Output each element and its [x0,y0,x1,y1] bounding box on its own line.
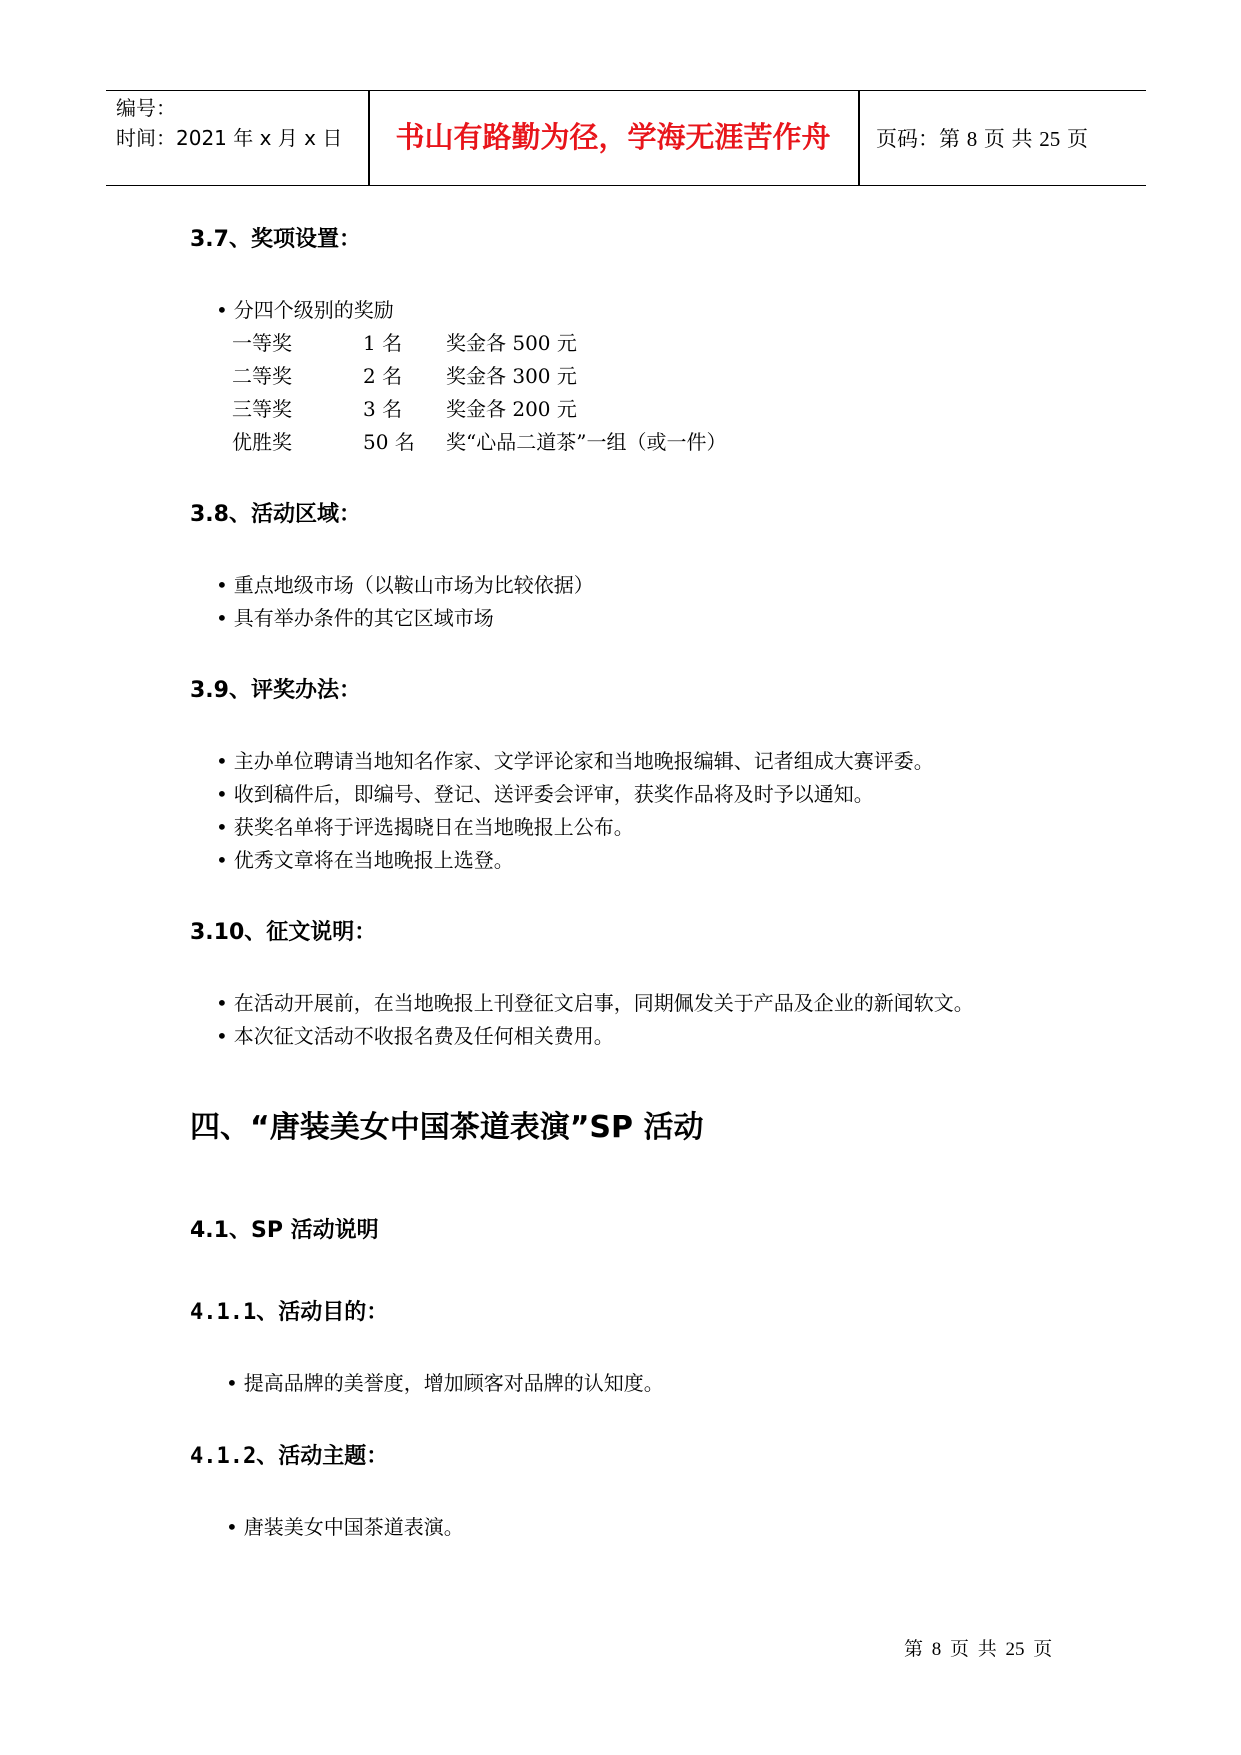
chapter-4-title: 四、“唐装美女中国茶道表演”SP 活动 [190,1110,704,1145]
section-3-7-content [216,294,726,459]
bullet-icon: • [216,749,228,773]
section-3-8-content [216,569,594,635]
award-count: 2 名 [363,364,403,388]
award-count: 3 名 [363,397,403,421]
award-prize: 奖“心品二道茶”一组（或一件） [446,430,727,454]
document-number-label: 编号： [116,96,176,120]
award-row [232,360,726,393]
section-4-1-1-title: 4.1.1、活动目的： [190,1300,389,1325]
section-4-1-title: 4.1、SP 活动说明 [190,1218,379,1243]
section-3-9-title: 3.9、评奖办法： [190,678,361,703]
section-3-10-content [216,987,974,1053]
header-meta [116,93,371,153]
section-3-10-title: 3.10、征文说明： [190,920,377,945]
list-item [226,1511,464,1544]
list-item [216,569,594,602]
section-4-1-2-content [226,1511,464,1544]
section-3-8-title: 3.8、活动区域： [190,502,361,527]
section-3-9-content [216,745,934,877]
page-header [106,90,1146,186]
list-item [216,811,934,844]
section-4-1-2-title: 4.1.2、活动主题： [190,1444,389,1469]
list-item [216,778,934,811]
award-name: 一等奖 [232,331,292,355]
list-item [216,844,934,877]
list-item-text: 具有举办条件的其它区域市场 [233,606,494,630]
bullet-icon: • [216,573,228,597]
page-current: 8 [966,127,978,151]
bullet-icon: • [216,298,228,322]
list-item-text: 收到稿件后，即编号、登记、送评委会评审，获奖作品将及时予以通知。 [233,782,874,806]
list-item-text: 获奖名单将于评选揭晓日在当地晚报上公布。 [233,815,634,839]
list-item [216,1020,974,1053]
list-item-text: 在活动开展前，在当地晚报上刊登征文启事，同期佩发关于产品及企业的新闻软文。 [233,991,974,1015]
page-mid: 页 共 [983,127,1033,151]
header-page-info [876,123,1088,155]
bullet-icon: • [216,606,228,630]
award-row [232,426,726,459]
list-item-text: 主办单位聘请当地知名作家、文学评论家和当地晚报编辑、记者组成大赛评委。 [233,749,934,773]
bullet-icon: • [216,815,228,839]
bullet-icon: • [216,782,228,806]
list-item [216,745,934,778]
section-3-7-title: 3.7、奖项设置： [190,227,361,252]
bullet-icon: • [226,1371,238,1395]
header-divider [858,91,860,185]
page-total: 25 [1039,127,1061,151]
award-count: 50 名 [363,430,415,454]
award-prize: 奖金各 500 元 [446,331,577,355]
list-item [216,602,594,635]
awards-intro: 分四个级别的奖励 [233,298,394,322]
bullet-icon: • [216,991,228,1015]
award-row [232,327,726,360]
list-item-text: 本次征文活动不收报名费及任何相关费用。 [233,1024,614,1048]
bullet-icon: • [216,1024,228,1048]
award-prize: 奖金各 200 元 [446,397,577,421]
list-item-text: 提高品牌的美誉度，增加顾客对品牌的认知度。 [243,1371,664,1395]
award-prize: 奖金各 300 元 [446,364,577,388]
list-item-text: 优秀文章将在当地晚报上选登。 [233,848,514,872]
bullet-icon: • [216,848,228,872]
award-count: 1 名 [363,331,403,355]
page-suffix: 页 [1066,127,1088,151]
list-item-text: 重点地级市场（以鞍山市场为比较依据） [233,573,594,597]
award-name: 三等奖 [232,397,292,421]
page-prefix: 页码：第 [876,127,960,151]
award-row [232,393,726,426]
page-footer: 第 8 页 共 25 页 [904,1639,1053,1660]
list-item [216,294,726,327]
document-time: 时间：2021 年 x 月 x 日 [116,126,343,150]
award-name: 优胜奖 [232,430,292,454]
bullet-icon: • [226,1515,238,1539]
awards-table [216,327,726,459]
header-motto: 书山有路勤为径，学海无涯苦作舟 [395,120,831,154]
section-4-1-1-content [226,1367,664,1400]
list-item-text: 唐装美女中国茶道表演。 [243,1515,464,1539]
list-item [226,1367,664,1400]
award-name: 二等奖 [232,364,292,388]
list-item [216,987,974,1020]
